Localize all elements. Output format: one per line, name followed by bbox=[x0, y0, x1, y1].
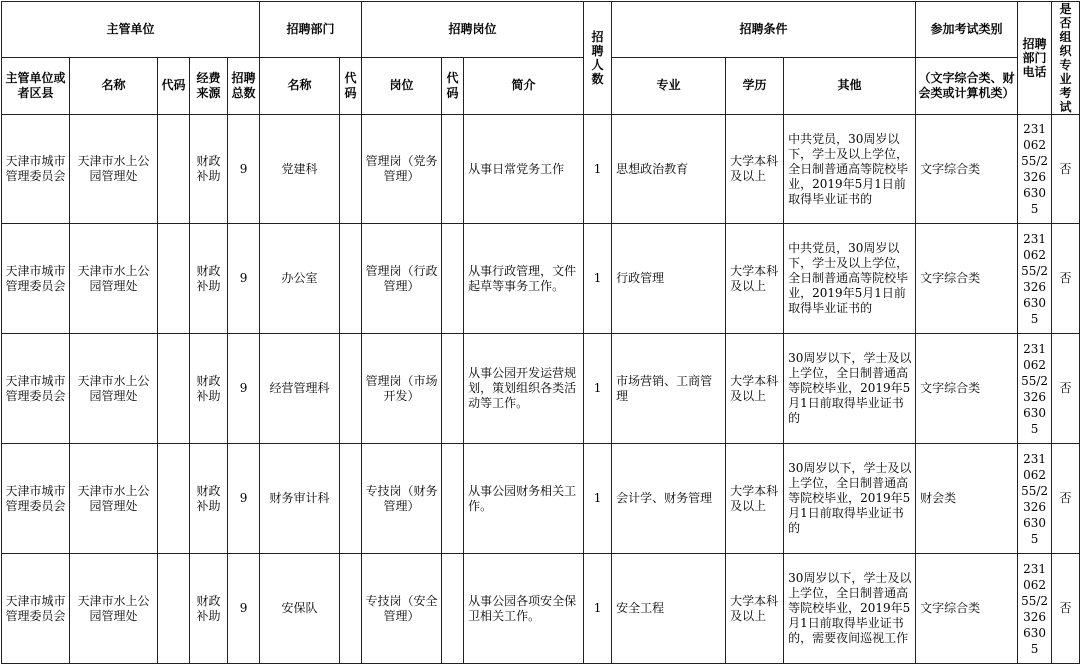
cell-funding: 财政补助 bbox=[190, 115, 228, 224]
header-phone: 招聘部门电话 bbox=[1018, 2, 1052, 115]
cell-other: 中共党员，30周岁以下，学士及以上学位，全日制普通高等院校毕业，2019年5月1日前取得毕业证书的 bbox=[784, 115, 916, 224]
header-dept-name: 名称 bbox=[260, 57, 340, 114]
table-row bbox=[2, 224, 1080, 334]
header-group-dept: 招聘部门 bbox=[260, 2, 362, 58]
cell-other: 30周岁以下，学士及以上学位，全日制普通高等院校毕业，2019年5月1日前取得毕业证书的 bbox=[784, 334, 916, 444]
cell-org-exam: 否 bbox=[1052, 444, 1080, 554]
cell-total: 9 bbox=[228, 554, 260, 664]
header-post: 岗位 bbox=[362, 57, 442, 114]
header-intro: 简介 bbox=[464, 57, 584, 114]
cell-count: 1 bbox=[584, 224, 612, 334]
cell-exam: 文字综合类 bbox=[916, 334, 1018, 444]
cell-phone: 23106255/23266305 bbox=[1018, 554, 1052, 664]
cell-exam: 文字综合类 bbox=[916, 115, 1018, 224]
cell-education: 大学本科及以上 bbox=[726, 554, 784, 664]
cell-code bbox=[158, 334, 190, 444]
cell-code bbox=[158, 115, 190, 224]
cell-name: 天津市水上公园管理处 bbox=[70, 334, 158, 444]
header-code: 代码 bbox=[158, 57, 190, 114]
header-unit-area: 主管单位或者区县 bbox=[2, 57, 70, 114]
cell-dept-code bbox=[340, 444, 362, 554]
cell-funding: 财政补助 bbox=[190, 554, 228, 664]
cell-unit: 天津市城市管理委员会 bbox=[2, 444, 70, 554]
cell-count: 1 bbox=[584, 554, 612, 664]
cell-major: 会计学、财务管理 bbox=[612, 444, 726, 554]
cell-total: 9 bbox=[228, 224, 260, 334]
cell-code bbox=[158, 554, 190, 664]
cell-intro: 从事公园各项安全保卫相关工作。 bbox=[464, 554, 584, 664]
cell-exam: 文字综合类 bbox=[916, 224, 1018, 334]
cell-exam: 财会类 bbox=[916, 444, 1018, 554]
cell-name: 天津市水上公园管理处 bbox=[70, 444, 158, 554]
cell-total: 9 bbox=[228, 444, 260, 554]
cell-post-code bbox=[442, 554, 464, 664]
table-row bbox=[2, 444, 1080, 554]
cell-post: 专技岗（安全管理） bbox=[362, 554, 442, 664]
cell-other: 中共党员，30周岁以下，学士及以上学位，全日制普通高等院校毕业，2019年5月1日前取得毕业证书的 bbox=[784, 224, 916, 334]
cell-education: 大学本科及以上 bbox=[726, 444, 784, 554]
cell-name: 天津市水上公园管理处 bbox=[70, 115, 158, 224]
cell-post: 管理岗（市场开发） bbox=[362, 334, 442, 444]
cell-code bbox=[158, 224, 190, 334]
cell-other: 30周岁以下，学士及以上学位，全日制普通高等院校毕业，2019年5月1日前取得毕业证书的 bbox=[784, 444, 916, 554]
table-row bbox=[2, 115, 1080, 224]
cell-intro: 从事公园财务相关工作。 bbox=[464, 444, 584, 554]
cell-count: 1 bbox=[584, 444, 612, 554]
cell-org-exam: 否 bbox=[1052, 115, 1080, 224]
cell-major: 行政管理 bbox=[612, 224, 726, 334]
cell-name: 天津市水上公园管理处 bbox=[70, 224, 158, 334]
cell-dept-code bbox=[340, 115, 362, 224]
cell-exam: 文字综合类 bbox=[916, 554, 1018, 664]
cell-dept-code bbox=[340, 554, 362, 664]
cell-post: 专技岗（财务管理） bbox=[362, 444, 442, 554]
cell-count: 1 bbox=[584, 115, 612, 224]
cell-dept: 安保队 bbox=[260, 554, 340, 664]
cell-dept: 财务审计科 bbox=[260, 444, 340, 554]
header-funding: 经费来源 bbox=[190, 57, 228, 114]
cell-unit: 天津市城市管理委员会 bbox=[2, 224, 70, 334]
cell-other: 30周岁以下，学士及以上学位，全日制普通高等院校毕业，2019年5月1日前取得毕业证书的，需要夜间巡视工作 bbox=[784, 554, 916, 664]
cell-post-code bbox=[442, 224, 464, 334]
header-dept-code: 代码 bbox=[340, 57, 362, 114]
cell-phone: 23106255/23266305 bbox=[1018, 224, 1052, 334]
cell-intro: 从事行政管理，文件起草等事务工作。 bbox=[464, 224, 584, 334]
cell-major: 思想政治教育 bbox=[612, 115, 726, 224]
header-exam-sub: （文字综合类、财会类或计算机类） bbox=[916, 57, 1018, 114]
header-headcount: 招聘人数 bbox=[584, 2, 612, 115]
cell-post-code bbox=[442, 444, 464, 554]
cell-org-exam: 否 bbox=[1052, 334, 1080, 444]
header-org-exam: 是否组织专业考试 bbox=[1052, 2, 1080, 115]
header-group-post: 招聘岗位 bbox=[362, 2, 584, 58]
cell-unit: 天津市城市管理委员会 bbox=[2, 334, 70, 444]
cell-funding: 财政补助 bbox=[190, 224, 228, 334]
cell-dept: 经营管理科 bbox=[260, 334, 340, 444]
header-other: 其他 bbox=[784, 57, 916, 114]
cell-dept-code bbox=[340, 334, 362, 444]
cell-post: 管理岗（行政管理） bbox=[362, 224, 442, 334]
recruitment-table bbox=[1, 1, 1080, 664]
cell-total: 9 bbox=[228, 115, 260, 224]
cell-education: 大学本科及以上 bbox=[726, 115, 784, 224]
cell-funding: 财政补助 bbox=[190, 444, 228, 554]
header-name: 名称 bbox=[70, 57, 158, 114]
header-major: 专业 bbox=[612, 57, 726, 114]
cell-intro: 从事日常党务工作 bbox=[464, 115, 584, 224]
cell-count: 1 bbox=[584, 334, 612, 444]
cell-post-code bbox=[442, 115, 464, 224]
cell-education: 大学本科及以上 bbox=[726, 334, 784, 444]
header-post-code: 代码 bbox=[442, 57, 464, 114]
cell-unit: 天津市城市管理委员会 bbox=[2, 554, 70, 664]
header-education: 学历 bbox=[726, 57, 784, 114]
cell-code bbox=[158, 444, 190, 554]
header-total: 招聘总数 bbox=[228, 57, 260, 114]
cell-org-exam: 否 bbox=[1052, 554, 1080, 664]
header-group-unit: 主管单位 bbox=[2, 2, 260, 58]
cell-total: 9 bbox=[228, 334, 260, 444]
cell-dept: 办公室 bbox=[260, 224, 340, 334]
cell-intro: 从事公园开发运营规划，策划组织各类活动等工作。 bbox=[464, 334, 584, 444]
cell-phone: 23106255/23266305 bbox=[1018, 334, 1052, 444]
cell-post: 管理岗（党务管理） bbox=[362, 115, 442, 224]
cell-dept-code bbox=[340, 224, 362, 334]
cell-phone: 23106255/23266305 bbox=[1018, 115, 1052, 224]
cell-major: 安全工程 bbox=[612, 554, 726, 664]
cell-education: 大学本科及以上 bbox=[726, 224, 784, 334]
cell-dept: 党建科 bbox=[260, 115, 340, 224]
cell-phone: 23106255/23266305 bbox=[1018, 444, 1052, 554]
cell-funding: 财政补助 bbox=[190, 334, 228, 444]
cell-post-code bbox=[442, 334, 464, 444]
cell-major: 市场营销、工商管理 bbox=[612, 334, 726, 444]
cell-name: 天津市水上公园管理处 bbox=[70, 554, 158, 664]
table-row bbox=[2, 334, 1080, 444]
table-row bbox=[2, 554, 1080, 664]
cell-unit: 天津市城市管理委员会 bbox=[2, 115, 70, 224]
header-group-conditions: 招聘条件 bbox=[612, 2, 916, 58]
cell-org-exam: 否 bbox=[1052, 224, 1080, 334]
header-exam-type: 参加考试类别 bbox=[916, 2, 1018, 58]
